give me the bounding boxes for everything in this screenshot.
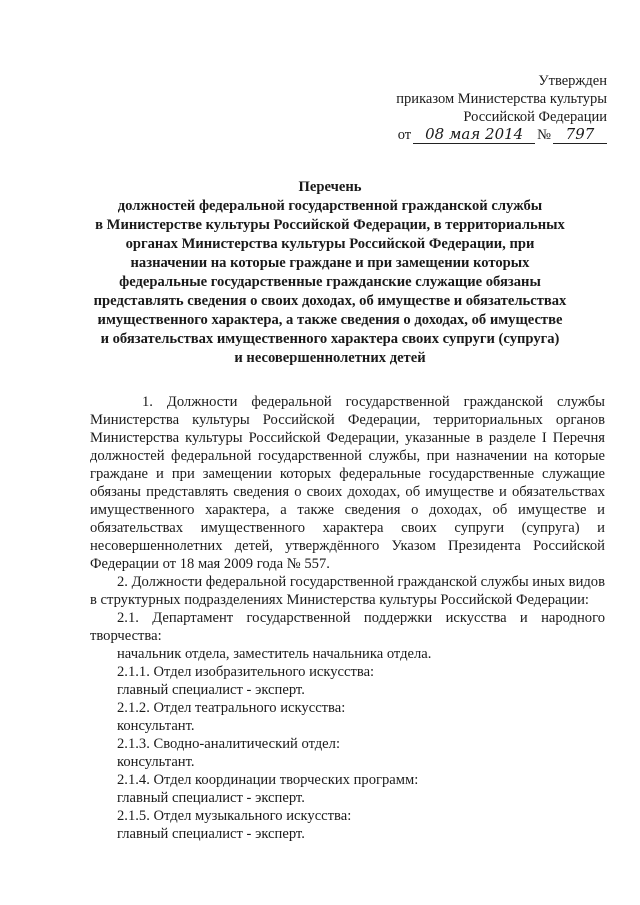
paragraph-1: 1. Должности федеральной государственной гражданской службы Министерства культуры Российской Федерации, территориальных органов Министерства культуры Российской Федерации, указанные в разделе I Перечня должностей федеральной государственной службы, при назначении на которые граждане и при замещении которых федеральные государственные служащие обязаны представлять сведения о своих доходах, об имуществе и обязательствах имущественного характера, а также сведения о доходах, об имуществе и обязательствах имущественного характера своих супруги (супруга) и несовершеннолетних детей, утверждённого Указом Президента Российской Федерации от 18 мая 2009 года № 557. xyxy=(90,394,605,572)
number-prefix: № xyxy=(537,127,551,143)
title-line: назначении на которые граждане и при замещении которых xyxy=(130,255,530,271)
item-2-1-positions: начальник отдела, заместитель начальника отдела. xyxy=(117,646,432,662)
title-line: имущественного характера, а также сведения о доходах, об имуществе xyxy=(97,312,563,328)
approval-line-2: приказом Министерства культуры xyxy=(396,91,607,107)
item-2-1-1-positions: главный специалист - эксперт. xyxy=(117,682,305,698)
document-title xyxy=(60,178,600,368)
item-2-1-3-positions: консультант. xyxy=(117,754,195,770)
item-2-1-4-positions: главный специалист - эксперт. xyxy=(117,790,305,806)
handwritten-date: 08 мая 2014 xyxy=(413,126,535,144)
title-line: и несовершеннолетних детей xyxy=(234,350,426,366)
approval-line-1: Утвержден xyxy=(538,73,607,89)
date-prefix: от xyxy=(397,127,412,143)
item-2-1: 2.1. Департамент государственной поддержки искусства и народного творчества: xyxy=(90,610,605,644)
document-body xyxy=(90,393,605,843)
paragraph-2: 2. Должности федеральной государственной гражданской службы иных видов в структурных подразделениях Министерства культуры Российской Федерации: xyxy=(90,574,605,608)
title-line: и обязательствах имущественного характера своих супруги (супруга) xyxy=(100,331,560,347)
approval-line-3: Российской Федерации xyxy=(463,109,607,125)
approval-block xyxy=(347,72,607,144)
item-2-1-2-positions: консультант. xyxy=(117,718,195,734)
title-line: в Министерстве культуры Российской Федерации, в территориальных xyxy=(95,217,565,233)
item-2-1-5-positions: главный специалист - эксперт. xyxy=(117,826,305,842)
approval-date-line xyxy=(347,126,607,144)
title-line: должностей федеральной государственной гражданской службы xyxy=(117,198,543,214)
title-line: Перечень xyxy=(298,179,362,195)
item-2-1-5: 2.1.5. Отдел музыкального искусства: xyxy=(117,808,352,824)
title-line: федеральные государственные гражданские служащие обязаны xyxy=(119,274,541,290)
item-2-1-3: 2.1.3. Сводно-аналитический отдел: xyxy=(117,736,340,752)
item-2-1-1: 2.1.1. Отдел изобразительного искусства: xyxy=(117,664,375,680)
item-2-1-4: 2.1.4. Отдел координации творческих программ: xyxy=(117,772,419,788)
item-2-1-2: 2.1.2. Отдел театрального искусства: xyxy=(117,700,346,716)
handwritten-number: 797 xyxy=(553,126,607,144)
title-line: органах Министерства культуры Российской Федерации, при xyxy=(125,236,535,252)
title-line: представлять сведения о своих доходах, об имуществе и обязательствах xyxy=(93,293,567,309)
